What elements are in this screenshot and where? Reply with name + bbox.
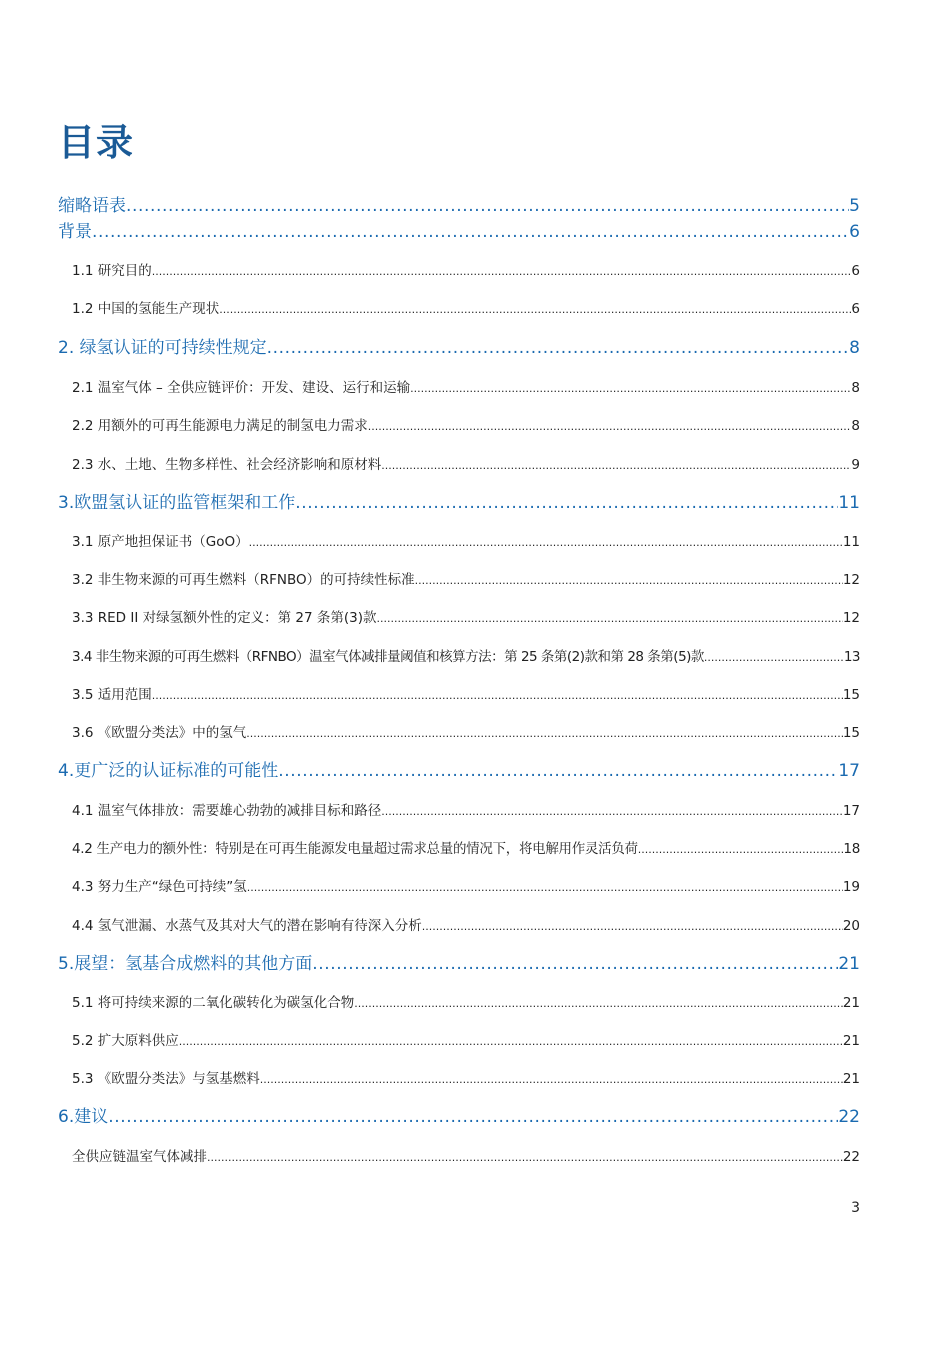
- dot-leader: [422, 918, 843, 936]
- toc-entry[interactable]: [72, 1070, 860, 1089]
- toc-entry-label: 4.3 努力生产“绿色可持续”氢: [72, 879, 247, 895]
- toc-entry-label: 2.2 用额外的可再生能源电力满足的制氢电力需求: [72, 418, 368, 434]
- toc-entry-page: 15: [842, 687, 860, 703]
- toc-entry-label: 3.2 非生物来源的可再生燃料（RFNBO）的可持续性标准: [72, 572, 415, 588]
- toc-entry-page: 22: [838, 1107, 860, 1127]
- dot-leader: [377, 610, 843, 628]
- toc-entry[interactable]: [72, 917, 860, 936]
- page-number: 3: [851, 1200, 860, 1216]
- toc-entry[interactable]: [58, 760, 860, 782]
- dot-leader: [152, 687, 843, 705]
- dot-leader: [638, 841, 844, 859]
- dot-leader: [278, 760, 838, 782]
- dot-leader: [219, 301, 851, 319]
- dot-leader: [260, 1071, 843, 1089]
- toc-entry-label: 2. 绿氢认证的可持续性规定: [58, 338, 267, 358]
- toc-entry-label: 3.4 非生物来源的可再生燃料（RFNBO）温室气体减排量阈值和核算方法：第 25 条第(2)款和第 28 条第(5)款: [72, 649, 704, 665]
- toc-entry-label: 3.5 适用范围: [72, 687, 152, 703]
- toc-entry[interactable]: [72, 533, 860, 552]
- toc-entry[interactable]: [72, 262, 860, 281]
- toc-entry-page: 8: [849, 338, 860, 358]
- dot-leader: [354, 995, 843, 1013]
- toc-entry[interactable]: [72, 878, 860, 897]
- dot-leader: [108, 1106, 838, 1128]
- toc-entry[interactable]: [58, 953, 860, 975]
- toc-entry-page: 11: [842, 534, 860, 550]
- toc-entry-page: 20: [842, 918, 860, 934]
- toc-entry[interactable]: [72, 417, 860, 436]
- toc-entry-page: 9: [851, 457, 860, 473]
- dot-leader: [368, 418, 852, 436]
- toc-entry-label: 背景: [58, 222, 92, 242]
- toc-entry-label: 5.2 扩大原料供应: [72, 1033, 179, 1049]
- dot-leader: [92, 221, 849, 243]
- dot-leader: [295, 492, 838, 514]
- toc-entry-page: 6: [849, 222, 860, 242]
- dot-leader: [152, 263, 852, 281]
- toc-entry-page: 12: [842, 572, 860, 588]
- toc-entry-page: 15: [842, 725, 860, 741]
- toc-entry[interactable]: [72, 300, 860, 319]
- dot-leader: [179, 1033, 843, 1051]
- page-title: 目录: [58, 121, 134, 164]
- toc-entry-page: 8: [851, 380, 860, 396]
- dot-leader: [247, 879, 843, 897]
- dot-leader: [410, 380, 851, 398]
- dot-leader: [704, 649, 844, 667]
- toc-entry-label: 缩略语表: [58, 196, 126, 216]
- toc-entry[interactable]: [58, 195, 860, 217]
- toc-entry[interactable]: [72, 571, 860, 590]
- toc-entry-label: 2.1 温室气体 – 全供应链评价：开发、建设、运行和运输: [72, 380, 411, 396]
- dot-leader: [415, 572, 843, 590]
- toc-entry-page: 11: [838, 493, 860, 513]
- toc-entry[interactable]: [72, 379, 860, 398]
- toc-entry-page: 19: [842, 879, 860, 895]
- toc-entry-label: 5.3 《欧盟分类法》与氢基燃料: [72, 1071, 260, 1087]
- toc-entry-label: 1.1 研究目的: [72, 263, 152, 279]
- toc-entry[interactable]: [72, 724, 860, 743]
- toc-entry-page: 21: [838, 954, 860, 974]
- toc-entry[interactable]: [58, 221, 860, 243]
- toc-entry-page: 6: [851, 301, 860, 317]
- toc-entry-label: 1.2 中国的氢能生产现状: [72, 301, 220, 317]
- toc-entry-label: 3.欧盟氢认证的监管框架和工作: [58, 493, 296, 513]
- toc-entry-page: 18: [843, 841, 860, 857]
- toc-entry-label: 3.1 原产地担保证书（GoO）: [72, 534, 249, 550]
- toc-entry-page: 17: [838, 761, 860, 781]
- toc-entry-label: 4.1 温室气体排放：需要雄心勃勃的减排目标和路径: [72, 803, 382, 819]
- toc-entry-page: 21: [842, 995, 860, 1011]
- toc-entry[interactable]: [72, 1148, 860, 1167]
- toc-entry-label: 6.建议: [58, 1107, 109, 1127]
- dot-leader: [126, 195, 849, 217]
- dot-leader: [381, 457, 851, 475]
- toc-entry[interactable]: [58, 337, 860, 359]
- dot-leader: [267, 337, 850, 359]
- toc-entry-label: 4.4 氢气泄漏、水蒸气及其对大气的潜在影响有待深入分析: [72, 918, 422, 934]
- dot-leader: [207, 1149, 843, 1167]
- toc-entry-page: 13: [843, 649, 860, 665]
- toc-entry-label: 5.展望：氢基合成燃料的其他方面: [58, 954, 313, 974]
- toc-entry[interactable]: [72, 686, 860, 705]
- toc-entry[interactable]: [58, 1106, 860, 1128]
- toc-entry-label: 3.3 RED II 对绿氢额外性的定义：第 27 条第(3)款: [72, 610, 377, 626]
- toc-entry-page: 8: [851, 418, 860, 434]
- toc-entry-label: 4.2 生产电力的额外性：特别是在可再生能源发电量超过需求总量的情况下，将电解用作灵活负荷: [72, 841, 638, 857]
- toc-entry-label: 全供应链温室气体减排: [72, 1149, 207, 1165]
- toc-entry-page: 21: [842, 1033, 860, 1049]
- toc-entry[interactable]: [72, 1032, 860, 1051]
- dot-leader: [246, 725, 843, 743]
- dot-leader: [249, 534, 843, 552]
- toc-entry-page: 12: [842, 610, 860, 626]
- toc-entry-label: 2.3 水、土地、生物多样性、社会经济影响和原材料: [72, 457, 382, 473]
- toc-entry-page: 21: [842, 1071, 860, 1087]
- toc-entry[interactable]: [72, 802, 860, 821]
- dot-leader: [312, 953, 838, 975]
- dot-leader: [381, 803, 843, 821]
- toc-entry[interactable]: [58, 492, 860, 514]
- toc-entry-label: 5.1 将可持续来源的二氧化碳转化为碳氢化合物: [72, 995, 355, 1011]
- toc-entry-page: 5: [849, 196, 860, 216]
- toc-entry[interactable]: [72, 994, 860, 1013]
- toc-entry-label: 3.6 《欧盟分类法》中的氢气: [72, 725, 247, 741]
- toc-entry[interactable]: [72, 840, 860, 859]
- toc-entry[interactable]: [72, 609, 860, 628]
- toc-entry[interactable]: [72, 648, 860, 667]
- toc-entry-page: 22: [842, 1149, 860, 1165]
- toc-entry-page: 17: [842, 803, 860, 819]
- toc-entry-label: 4.更广泛的认证标准的可能性: [58, 761, 279, 781]
- toc-entry[interactable]: [72, 456, 860, 475]
- toc-entry-page: 6: [851, 263, 860, 279]
